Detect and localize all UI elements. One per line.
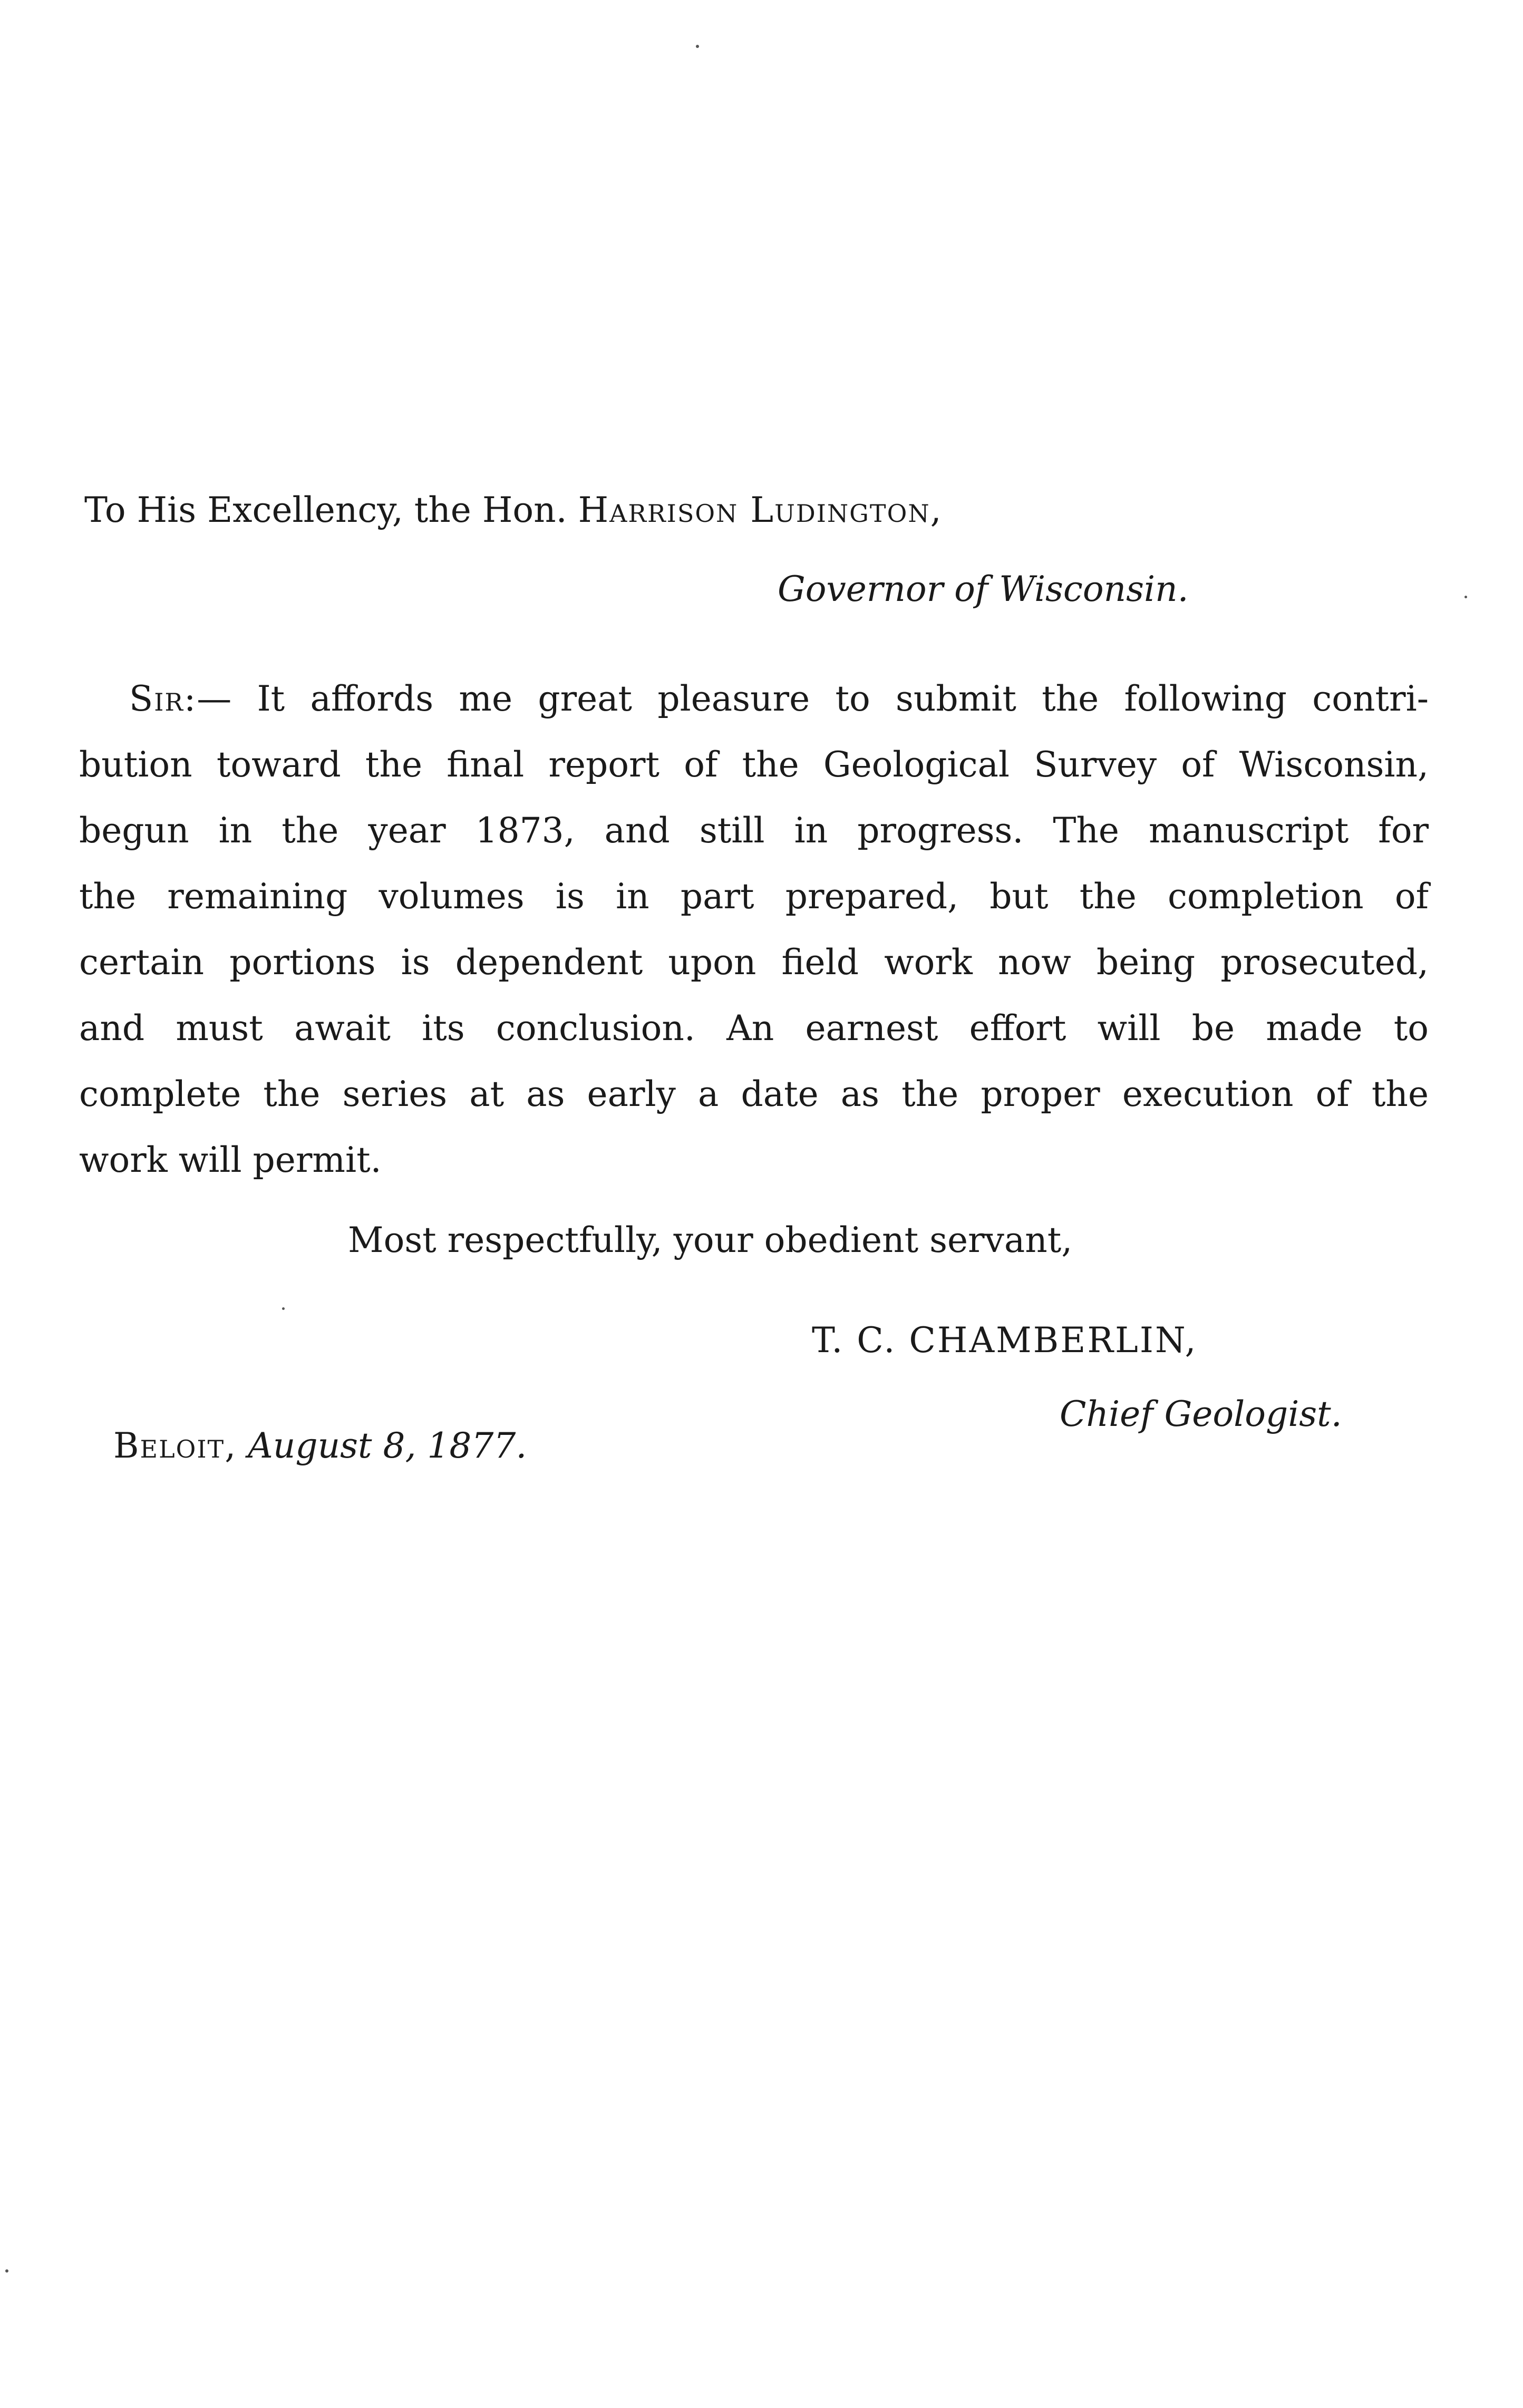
- signature-title: Chief Geologist.: [1060, 1394, 1342, 1434]
- scan-speck: [282, 1307, 285, 1310]
- body-line-5: certain portions is dependent upon field work now being prosecuted,: [79, 942, 1429, 983]
- address-line: [84, 490, 943, 530]
- recipient-title: Governor of Wisconsin.: [778, 569, 1189, 609]
- body-line-4: the remaining volumes is in part prepared, but the completion of: [79, 876, 1429, 917]
- scan-speck: [1464, 596, 1467, 598]
- body-line-1: [129, 678, 1429, 719]
- body-line-3: begun in the year 1873, and still in progress. The manuscript for: [79, 810, 1429, 851]
- body-line-6: and must await its conclusion. An earnest effort will be made to: [79, 1008, 1429, 1048]
- body-line-1-text: — It affords me great pleasure to submit the following contri-: [197, 678, 1429, 719]
- closing: Most respectfully, your obedient servant,: [348, 1220, 1073, 1260]
- address-prefix: To His Excellency, the Hon.: [84, 490, 567, 530]
- dateline: [113, 1425, 527, 1466]
- signature-name: T. C. CHAMBERLIN,: [812, 1320, 1198, 1361]
- dateline-place: Beloit,: [113, 1425, 237, 1466]
- recipient-name: Harrison Ludington,: [578, 490, 943, 530]
- dateline-date: August 8, 1877.: [248, 1425, 527, 1466]
- salutation: Sir:: [129, 678, 197, 719]
- body-line-8: work will permit.: [79, 1140, 382, 1180]
- body-line-2: bution toward the final report of the Geological Survey of Wisconsin,: [79, 744, 1429, 785]
- body-line-7: complete the series at as early a date as the proper execution of the: [79, 1074, 1429, 1114]
- scan-speck: [5, 2269, 8, 2273]
- scan-speck: [696, 45, 699, 48]
